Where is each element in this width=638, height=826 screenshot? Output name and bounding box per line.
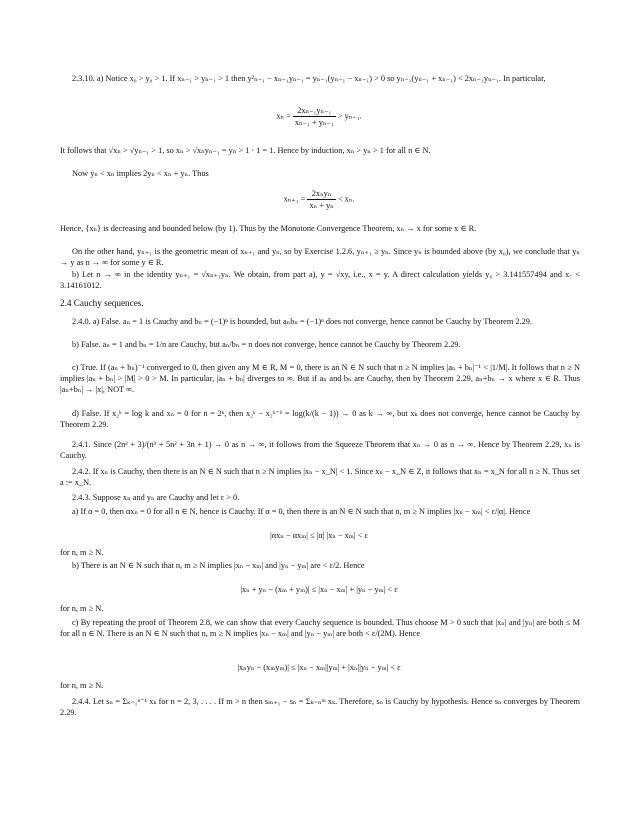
paragraph: b) False. aₙ = 1 and bₙ = 1/n are Cauchy, but aₙ/bₙ = n does not converge, hence cannot be Cauchy by Theorem 2.29. [72,340,461,349]
paragraph: c) True. If (aₙ + bₙ)⁻¹ converged to 0, then given any M ∈ R, M = 0, there is an N ∈ N such that n ≥ N implies |aₙ + bₙ|⁻¹ < |1/M|. It follows that n ≥ N implies |aₙ + bₙ| > |M| > 0 > M. In particular, |aₙ + bₙ| diverges to ∞. But if aₙ and bₙ are Cauchy, then by Theorem 2.29, aₙ+bₙ → x where x ∈ R. Thus |aₙ+bₙ| → |x|, NOT ∞. [60,363,580,394]
exercise-2-4-0-c [60,362,580,395]
equation-alpha: |αxₙ − αxₘ| ≤ |α| |xₙ − xₘ| < ε [270,531,368,540]
paragraph-for-nm [60,547,580,558]
exercise-2-4-0-d [60,408,580,430]
paragraph: a) If α = 0, then αxₙ = 0 for all n ∈ N, hence is Cauchy. If α = 0, then there is an N ∈ N such that n, m ≥ N implies |xₙ − xₘ| < ε/|α|. Hence [72,507,531,516]
equation-xn-plus-1 [0,188,638,211]
paragraph-geometric-mean [60,246,580,268]
equation-lhs: xₙ = [276,111,291,121]
equation-rhs: < xₙ. [337,194,355,204]
paragraph: for n, m ≥ N. [60,548,104,557]
equation-sum: |xₙ + yₙ − (xₘ + yₘ)| ≤ |xₙ − xₘ| + |yₙ − yₘ| < ε [240,585,398,594]
paragraph: 2.4.2. If xₙ is Cauchy, then there is an N ∈ N such that n ≥ N implies |xₙ − x_N| < 1. Since xₙ − x_N ∈ Z, it follows that xₙ = x_N for all n ≥ N. Thus set a := x_N. [60,467,580,487]
fraction-numerator: 2xₙ₋₁yₙ₋₁ [293,105,336,117]
paragraph: c) By repeating the proof of Theorem 2.8, we can show that every Cauchy sequence is bounded. Thus choose M > 0 such that |xₙ| and |yₙ| are both ≤ M for all n ∈ N. There is an N ∈ N such that n, m ≥ N implies |xₙ − xₘ| and |yₙ − yₘ| are both < ε/(2M). Hence [60,618,580,638]
fraction-denominator: xₙ₋₁ + yₙ₋₁ [294,118,334,127]
paragraph: 2.4.1. Since (2n² + 3)/(n³ + 5n² + 3n + 1) → 0 as n → ∞, it follows from the Squeeze Theorem that xₙ → 0 as n → ∞. Hence by Theorem 2.29, xₙ is Cauchy. [60,440,580,460]
paragraph: for n, m ≥ N. [60,681,104,690]
exercise-2-4-3-b [60,560,580,571]
paragraph-induction [60,145,580,156]
exercise-2-4-0-b [60,339,580,350]
exercise-2-4-2 [60,466,580,488]
paragraph: On the other hand, yₙ₊₁ is the geometric mean of xₙ₊₁ and yₙ, so by Exercise 1.2.6, yₙ₊₁ ≥ yₙ. Since yₙ is bounded above (by x₀), we conclude that yₙ → y as n → ∞ for some y ∈ R. [60,247,580,267]
equation-lhs: xₙ₊₁ = [283,194,306,204]
paragraph: b) There is an N ∈ N such that n, m ≥ N implies |xₙ − xₘ| and |yₙ − yₘ| are < ε/2. Hence [72,561,365,570]
fraction-numerator: 2xₙyₙ [307,188,335,200]
exercise-2-4-0-a [60,316,580,327]
exercise-2-3-10-b [60,269,580,291]
exercise-2-4-1 [60,439,580,461]
paragraph: Hence, {xₙ} is decreasing and bounded below (by 1). Thus by the Monotone Convergence Theorem, xₙ → x for some x ∈ R. [60,224,477,233]
equation-fraction [307,188,335,211]
paragraph-for-nm [60,680,580,691]
paragraph: 2.3.10. a) Notice x₀ > y₀ > 1. If xₙ₋₁ > yₙ₋₁ > 1 then y²ₙ₋₁ − xₙ₋₁yₙ₋₁ = yₙ₋₁(yₙ₋₁ − xₙ₋₁) > 0 so yₙ₋₁(yₙ₋₁ + xₙ₋₁) < 2xₙ₋₁yₙ₋₁. In particular, [72,74,546,83]
paragraph: d) False. If x₂ᵏ = log k and xₙ = 0 for n = 2ᵏ, then x₂ᵏ − x₂ᵏ⁻¹ = log(k/(k − 1)) → 0 as k → ∞, but xₖ does not converge, hence cannot be Cauchy by Theorem 2.29. [60,409,580,429]
paragraph: Now yₙ < xₙ implies 2yₙ < xₙ + yₙ. Thus [72,169,209,178]
equation-xn-bound [0,105,638,128]
paragraph: It follows that √xₙ > √yₙ₋₁ > 1, so xₙ > √xₙyₙ₋₁ = yₙ > 1 · 1 = 1. Hence by induction, xₙ > yₙ > 1 for all n ∈ N. [60,146,431,155]
section-heading: 2.4 Cauchy sequences. [60,298,144,308]
exercise-2-4-3-a [60,506,580,517]
fraction-denominator: xₙ + yₙ [309,201,334,210]
paragraph: for n, m ≥ N. [60,604,104,613]
paragraph: 2.4.0. a) False. aₙ = 1 is Cauchy and bₙ = (−1)ⁿ is bounded, but aₙbₙ = (−1)ⁿ does not converge, hence cannot be Cauchy by Theorem 2.29. [72,317,532,326]
paragraph: 2.4.4. Let sₙ = Σₖ₌₁ⁿ⁻¹ xₖ for n = 2, 3, . . . . If m > n then sₘ₊₁ − sₙ = Σₖ₌ₙᵐ xₖ. Therefore, sₙ is Cauchy by hypothesis. Hence sₙ converges by Theorem 2.29. [60,697,580,717]
paragraph: b) Let n → ∞ in the identity yₙ₊₁ = √xₙ₊₁yₙ. We obtain, from part a), y = √xy, i.e., x = y. A direct calculation yields y₆ > 3.141557494 and x₇ < 3.14161012. [60,270,580,290]
exercise-2-4-3 [60,492,580,503]
paragraph-for-nm [60,603,580,614]
equation-rhs: > yₙ₋₁. [337,111,362,121]
exercise-2-4-3-c [60,617,580,639]
equation-fraction [293,105,336,128]
exercise-2-4-4 [60,696,580,718]
paragraph-now [60,168,580,179]
paragraph-monotone [60,223,580,234]
exercise-2-3-10-a [60,73,580,84]
paragraph: 2.4.3. Suppose xₙ and yₙ are Cauchy and let ε > 0. [72,493,240,502]
equation-product: |xₙyₙ − (xₘyₘ)| ≤ |xₙ − xₘ||yₘ| + |xₙ||yₙ − yₘ| < ε [237,663,401,672]
